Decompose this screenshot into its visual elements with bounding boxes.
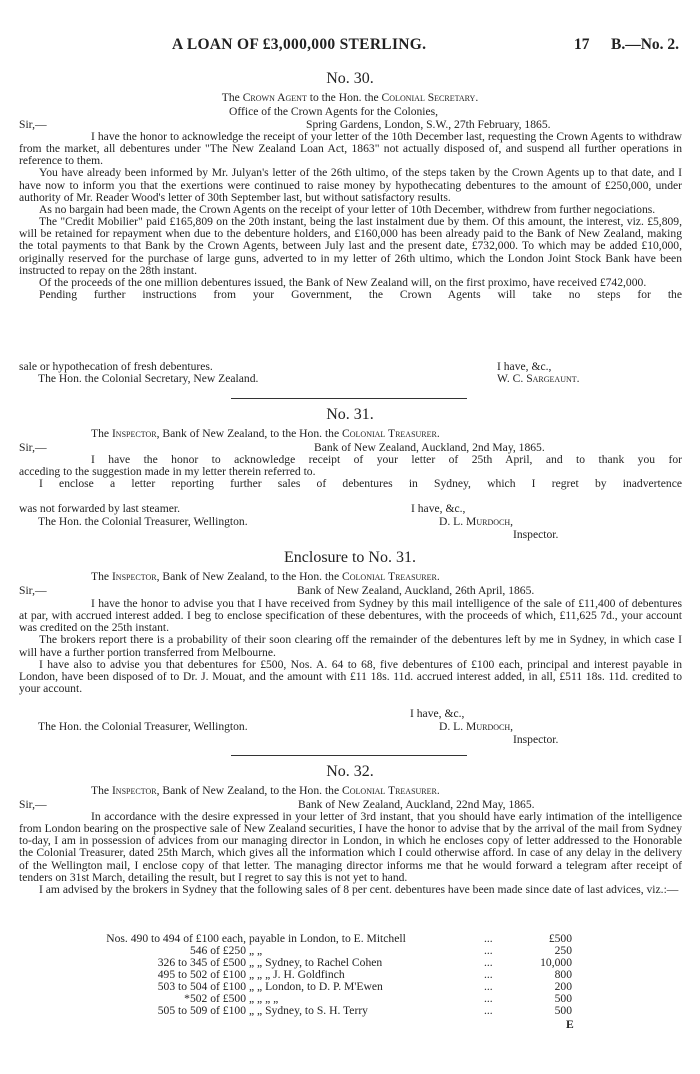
letter-32-para-2: I am advised by the brokers in Sydney that the following sales of 8 per cent. debentures have been made since date of last advices, viz.:— [39,882,679,896]
sales-row-6-dots: ... [484,992,493,1005]
sales-row-1-payable: payable in London, to E. Mitchell [249,932,406,945]
enclosure-31-closing: I have, &c., [410,707,465,720]
sales-row-3-payable: „ „ Sydney, to Rachel Cohen [249,956,383,969]
letter-30-para-6: Pending further instructions from your Government, the Crown Agents will take no steps for the [39,288,682,302]
sales-row-3-amount: 10,000 [540,956,572,969]
page-title: A LOAN OF £3,000,000 STERLING. [172,36,427,53]
enclosure-31-para-3: I have also to advise you that debentures for £500, Nos. A. 64 to 68, five debentures of £100 each, principal and interest payable in London, have been disposed of to Dr. J. Mouat, and the amount with £11 18s. 11d. accrued interest added, in all, £511 18s. 11d. credited to your account. [19,657,682,696]
sales-row-5-payable: „ „ London, to D. P. M'Ewen [249,980,383,993]
letter-31-para-2: I enclose a letter reporting further sales of debentures in Sydney, which I regret by inadvertence [39,477,682,491]
letter-30-para-5: Of the proceeds of the one million debentures issued, the Bank of New Zealand will, on the first proximo, have received £742,000. [39,275,647,289]
letter-30-salutation: Sir,— [19,118,47,131]
sales-row-7-amount: 500 [554,1004,572,1017]
letter-31-signature: D. L. Murdoch, [439,515,514,528]
letter-31-caption: The Inspector, Bank of New Zealand, to the Hon. the Colonial Treasurer. [91,427,440,440]
enclosure-31-address: Bank of New Zealand, Auckland, 26th April, 1865. [297,584,535,597]
section-divider-2 [231,755,467,756]
letter-32-number: No. 32. [326,763,374,780]
sales-row-3-nos: 326 to 345 of £500 [157,956,246,969]
sales-row-1-amount: £500 [548,932,572,945]
letter-30-para-6-line-2: sale or hypothecation of fresh debentures. [19,360,213,373]
letter-31-closing: I have, &c., [411,502,466,515]
letter-31-para-2-line-2: was not forwarded by last steamer. [19,502,180,515]
letter-30-para-4: The "Credit Mobilier" paid £165,809 on the 20th instant, being the last instalment due by them. Of this amount, the interest, viz. £5,809, will be retained for repayment when due to the debenture holders, and £160,000 has been already paid to the Bank of New Zealand, making the total payments to that Bank by the Crown Agents, between July last and the present date, £732,000. To which may be added £10,000, originally reserved for the purchase of large guns, adverted to in my letter of 26th ultimo, which the London Joint Stock Bank have been instructed to repay on the 28th instant. [19,215,682,277]
sales-row-2-payable: „ „ [249,944,263,957]
enclosure-31-addressee: The Hon. the Colonial Treasurer, Wellington. [38,720,248,733]
enclosure-31-salutation: Sir,— [19,584,47,597]
letter-30-signature: W. C. Sargeaunt. [497,372,580,385]
letter-32-salutation: Sir,— [19,798,47,811]
document-reference: B.—No. 2. [611,36,680,53]
letter-31-body [19,454,682,490]
sales-row-2-dots: ... [484,944,493,957]
letter-31-para-1-line-2: acceding to the suggestion made in my letter therein referred to. [19,465,316,479]
letter-30-office: Office of the Crown Agents for the Colonies, [229,105,439,118]
letter-30-para-1: I have the honor to acknowledge the receipt of your letter of the 10th December last, requesting the Crown Agents to withdraw from the market, all debentures under "The New Zealand Loan Act, 1863" not actually disposed of, and suspend all further operations in reference to them. [19,130,682,168]
letter-30-caption: The Crown Agent to the Hon. the Colonial Secretary. [221,91,479,104]
sales-row-6-amount: 500 [554,992,572,1005]
letter-31-salutation: Sir,— [19,441,47,454]
sales-row-6-payable: „ „ „ „ [249,992,279,1005]
letter-31-addressee: The Hon. the Colonial Treasurer, Wellington. [38,515,248,528]
sales-row-1-nos: Nos. 490 to 494 of £100 each, [106,932,246,945]
enclosure-31-para-2: The brokers report there is a probability of their soon clearing off the remainder of the debentures left by me in Sydney, in which case I will have a further portion transferred from Melbourne. [19,633,682,659]
letter-32-address: Bank of New Zealand, Auckland, 22nd May, 1865. [298,798,535,811]
sales-row-5-dots: ... [484,980,493,993]
letter-30-number: No. 30. [326,70,374,87]
letter-31-signature-title: Inspector. [513,528,559,541]
sales-row-7-dots: ... [484,1004,493,1017]
letter-30-body [19,131,682,301]
letter-31-number: No. 31. [326,406,374,423]
letter-30-para-2: You have already been informed by Mr. Julyan's letter of the 26th ultimo, of the steps taken by the Crown Agents up to that date, and I have now to inform you that the exertions were continued to raise money by hypothecating debentures to the amount of £250,000, under authority of Mr. Reader Wood's letter of 30th September last, but without satisfactory results. [19,166,682,204]
sales-row-5-amount: 200 [554,980,572,993]
section-divider [231,398,467,399]
sales-row-4-payable: „ „ „ J. H. Goldfinch [249,968,345,981]
sales-row-5-nos: 503 to 504 of £100 [157,980,246,993]
sales-row-4-dots: ... [484,968,493,981]
enclosure-31-caption: The Inspector, Bank of New Zealand, to the Hon. the Colonial Treasurer. [91,570,440,583]
enclosure-31-para-1: I have the honor to advise you that I have received from Sydney by this mail intelligence of the sale of £11,400 of debentures at par, with accrued interest added. I beg to enclose specification of these debentures, with the proceeds of which, £11,625 7d., your account was credited on the 25th instant. [19,597,682,635]
sales-row-4-nos: 495 to 502 of £100 [157,968,246,981]
letter-30-address: Spring Gardens, London, S.W., 27th February, 1865. [306,118,551,131]
page-number: 17 [574,36,590,53]
enclosure-31-body [19,598,682,695]
sales-row-4-amount: 800 [554,968,572,981]
letter-31-para-1: I have the honor to acknowledge receipt of your letter of 25th April, and to thank you for [91,453,682,466]
letter-30-para-3: As no bargain had been made, the Crown Agents on the receipt of your letter of 10th December, withdrew from further negociations. [39,202,656,216]
sales-row-1-dots: ... [484,932,493,945]
sales-row-3-dots: ... [484,956,493,969]
catchword: E [566,1018,574,1031]
sales-row-6-nos: *502 of £500 [184,992,246,1005]
enclosure-31-number: Enclosure to No. 31. [284,549,416,566]
letter-30-closing: I have, &c., [497,360,552,373]
letter-31-address: Bank of New Zealand, Auckland, 2nd May, 1865. [314,441,545,454]
sales-row-2-amount: 250 [554,944,572,957]
enclosure-31-signature-title: Inspector. [513,733,559,746]
letter-32-caption: The Inspector, Bank of New Zealand, to the Hon. the Colonial Treasurer. [91,784,440,797]
sales-row-2-nos: 546 of £250 [189,944,246,957]
letter-32-para-1: In accordance with the desire expressed in your letter of 3rd instant, that you should have early intimation of the intelligence from London bearing on the prospective sale of New Zealand securities, I have the honor to advise that by the arrival of the mail from Sydney to-day, I am in possession of advices from our managing director in London, in which he encloses copy of letter addressed to the Honorable the Colonial Treasurer, dated 25th March, which gives all the information which I could otherwise afford. In case of any delay in the delivery of the Wellington mail, I enclose copy of that letter. The managing director informs me that he would forward a telegram after receipt of tenders on 31st March, detailing the result, but I regret to say this is not yet to hand. [19,810,682,884]
sales-row-7-nos: 505 to 509 of £100 [157,1004,246,1017]
letter-32-body [19,811,682,896]
letter-30-addressee: The Hon. the Colonial Secretary, New Zealand. [38,372,259,385]
running-header [0,36,700,54]
enclosure-31-signature: D. L. Murdoch, [439,720,514,733]
sales-row-7-payable: „ „ Sydney, to S. H. Terry [249,1004,368,1017]
